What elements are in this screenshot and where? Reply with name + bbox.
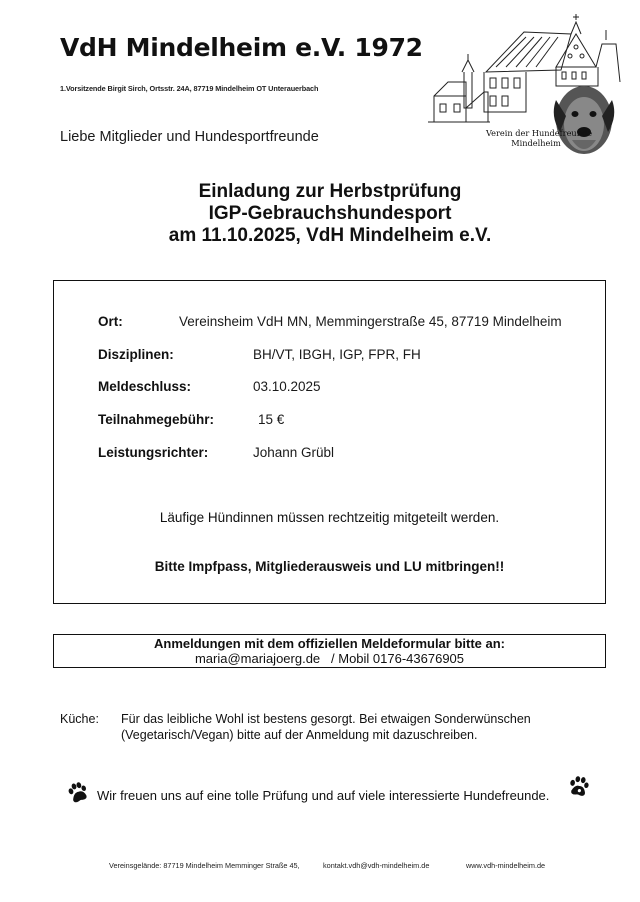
footer-grounds: Vereinsgelände: 87719 Mindelheim Memminger Straße 45, xyxy=(109,861,300,870)
registration-phone: / Mobil 0176-43676905 xyxy=(331,651,465,666)
headline-line1: Einladung zur Herbstprüfung xyxy=(198,181,462,202)
greeting: Liebe Mitglieder und Hundesportfreunde xyxy=(60,129,319,145)
detail-row-location xyxy=(98,314,123,329)
bring-documents-note: Bitte Impfpass, Mitgliederausweis und LU mitbringen!! xyxy=(154,559,505,574)
footer-website[interactable]: www.vdh-mindelheim.de xyxy=(466,861,546,870)
headline-line2: IGP-Gebrauchshundesport xyxy=(208,203,452,224)
paw-icon xyxy=(567,775,591,804)
logo-text-line1: Verein der Hundefreunde xyxy=(486,128,593,138)
kitchen-text: Für das leibliche Wohl ist bestens gesorgt. Bei etwaigen Sonderwünschen (Vegetarisch/Vegan) bitte auf der Anmeldung mit dazuschreiben. xyxy=(121,712,531,742)
club-title: VdH Mindelheim e.V. 1972 xyxy=(60,33,423,62)
paw-icon xyxy=(66,781,90,810)
detail-label: Meldeschluss: xyxy=(98,379,192,394)
kitchen-label: Küche: xyxy=(60,712,99,726)
club-logo xyxy=(426,12,622,164)
registration-heading: Anmeldungen mit dem offiziellen Meldeformular bitte an: xyxy=(153,636,506,651)
detail-label: Teilnahmegebühr: xyxy=(98,412,215,427)
closing-message: Wir freuen uns auf eine tolle Prüfung und auf viele interessierte Hundefreunde. xyxy=(97,788,550,803)
detail-row-deadline xyxy=(98,379,191,394)
note-in-heat-females: Läufige Hündinnen müssen rechtzeitig mitgeteilt werden. xyxy=(159,510,500,525)
logo-text-line2: Mindelheim xyxy=(511,138,561,148)
footer-email[interactable]: kontakt.vdh@vdh-mindelheim.de xyxy=(323,861,430,870)
detail-row-disciplines xyxy=(98,347,174,362)
registration-email[interactable]: maria@mariajoerg.de xyxy=(194,651,321,666)
invitation-headline xyxy=(100,181,560,247)
detail-value-location: Vereinsheim VdH MN, Memmingerstraße 45, 87719 Mindelheim xyxy=(179,314,562,329)
detail-value-disciplines: BH/VT, IBGH, IGP, FPR, FH xyxy=(253,347,421,362)
detail-row-judge xyxy=(98,445,208,460)
chair-address-line: 1.Vorsitzende Birgit Sirch, Ortsstr. 24A, 87719 Mindelheim OT Unterauerbach xyxy=(60,84,319,93)
detail-value-deadline: 03.10.2025 xyxy=(253,379,321,394)
detail-value-fee: 15 € xyxy=(258,412,285,427)
detail-label: Leistungsrichter: xyxy=(98,445,209,460)
details-box xyxy=(53,280,606,604)
registration-box xyxy=(53,634,606,668)
headline-line3: am 11.10.2025, VdH Mindelheim e.V. xyxy=(168,225,492,246)
detail-row-fee xyxy=(98,412,214,427)
detail-label: Disziplinen: xyxy=(98,347,174,362)
detail-value-judge: Johann Grübl xyxy=(253,445,335,460)
registration-contact xyxy=(54,651,605,666)
detail-label: Ort: xyxy=(98,314,123,329)
